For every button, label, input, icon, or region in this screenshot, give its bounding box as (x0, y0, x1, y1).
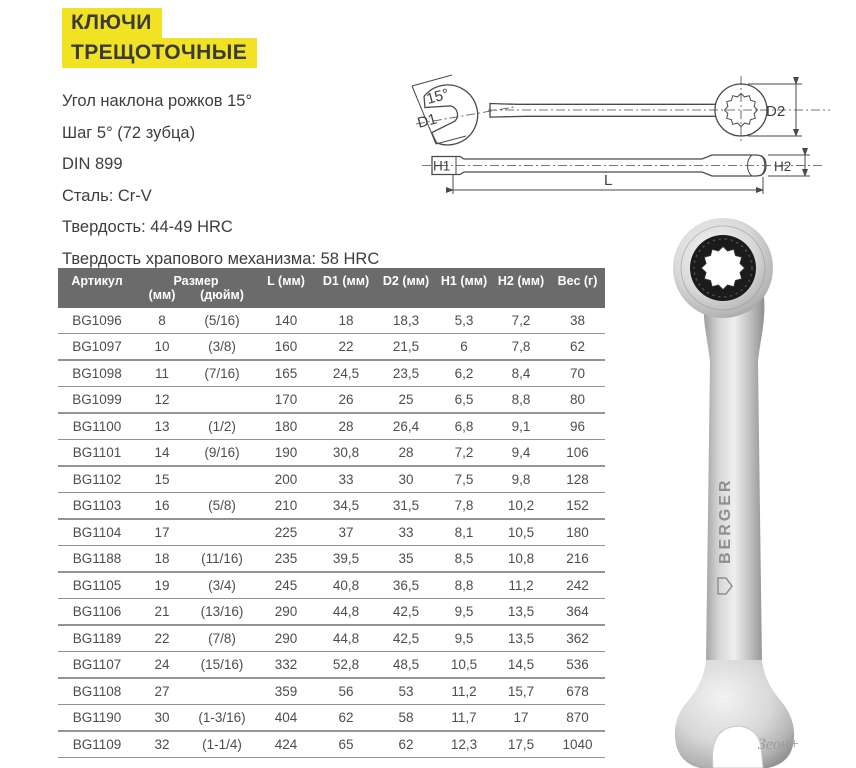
table-cell: 30 (136, 705, 188, 732)
table-cell: 18 (316, 308, 376, 334)
table-cell: 210 (256, 493, 316, 520)
table-cell: 18,3 (376, 308, 436, 334)
table-cell: 37 (316, 519, 376, 546)
table-cell: 30,8 (316, 440, 376, 467)
table-cell: 21 (136, 599, 188, 626)
col-header-h2: H2 (мм) (492, 268, 550, 308)
table-cell: 165 (256, 360, 316, 387)
d2-label: D2 (766, 103, 786, 120)
table-cell: BG1100 (58, 413, 136, 440)
table-cell: (13/16) (188, 599, 256, 626)
table-cell: 9,4 (492, 440, 550, 467)
table-cell: 13 (136, 413, 188, 440)
spec-item-steel: Сталь: Cr-V (62, 186, 152, 205)
table-cell: (11/16) (188, 546, 256, 573)
table-cell: 216 (550, 546, 605, 573)
table-cell: BG1109 (58, 731, 136, 758)
table-cell: 44,8 (316, 599, 376, 626)
table-cell: 52,8 (316, 652, 376, 679)
table-row (58, 572, 605, 599)
table-cell: 35 (376, 546, 436, 573)
table-row (58, 678, 605, 705)
table-cell: BG1106 (58, 599, 136, 626)
table-cell: 19 (136, 572, 188, 599)
table-row (58, 493, 605, 520)
table-cell (188, 519, 256, 546)
table-cell: 7,8 (492, 334, 550, 361)
table-cell: 6 (436, 334, 492, 361)
table-cell: (15/16) (188, 652, 256, 679)
table-cell: 13,5 (492, 625, 550, 652)
table-cell: 22 (136, 625, 188, 652)
table-cell: 8,4 (492, 360, 550, 387)
table-cell: 7,5 (436, 466, 492, 493)
col-header-size-inch: (дюйм) (188, 288, 256, 308)
table-cell: 28 (376, 440, 436, 467)
table-cell: BG1103 (58, 493, 136, 520)
table-cell: 23,5 (376, 360, 436, 387)
table-cell: 33 (316, 466, 376, 493)
table-cell: 1040 (550, 731, 605, 758)
col-header-d1: D1 (мм) (316, 268, 376, 308)
watermark: Зеон+ (758, 736, 800, 753)
spec-item-ratchet-hardness: Твердость храпового механизма: 58 HRC (62, 249, 380, 268)
table-cell: 44,8 (316, 625, 376, 652)
table-cell: BG1190 (58, 705, 136, 732)
table-cell: 6,8 (436, 413, 492, 440)
table-cell: 56 (316, 678, 376, 705)
table-cell: (3/8) (188, 334, 256, 361)
spec-table (58, 268, 605, 758)
brand-text: BERGER (717, 477, 734, 564)
table-cell: 21,5 (376, 334, 436, 361)
table-cell: 7,2 (492, 308, 550, 334)
title-line-2: ТРЕЩОТОЧНЫЕ (62, 38, 257, 68)
table-cell: 245 (256, 572, 316, 599)
table-cell: 128 (550, 466, 605, 493)
table-cell: 12,3 (436, 731, 492, 758)
table-cell: 15 (136, 466, 188, 493)
col-header-size-mm: (мм) (136, 288, 188, 308)
table-cell: 8,8 (436, 572, 492, 599)
length-label: L (604, 172, 613, 189)
wrench-shank (704, 296, 765, 662)
table-cell: 9,5 (436, 625, 492, 652)
table-cell: 31,5 (376, 493, 436, 520)
table-cell: 180 (550, 519, 605, 546)
table-cell: 65 (316, 731, 376, 758)
table-cell: BG1097 (58, 334, 136, 361)
table-cell: 26 (316, 387, 376, 414)
table-cell: 53 (376, 678, 436, 705)
table-cell: 10,8 (492, 546, 550, 573)
table-cell: 58 (376, 705, 436, 732)
table-cell: 96 (550, 413, 605, 440)
table-cell: 27 (136, 678, 188, 705)
table-cell: 404 (256, 705, 316, 732)
table-cell: 152 (550, 493, 605, 520)
table-row (58, 519, 605, 546)
table-cell: (7/16) (188, 360, 256, 387)
table-cell: 8,1 (436, 519, 492, 546)
table-cell: 25 (376, 387, 436, 414)
table-cell: 8 (136, 308, 188, 334)
table-row (58, 705, 605, 732)
technical-drawing (402, 70, 854, 205)
table-cell: 62 (550, 334, 605, 361)
table-cell: BG1188 (58, 546, 136, 573)
table-cell: BG1107 (58, 652, 136, 679)
table-cell: 17 (492, 705, 550, 732)
table-cell: 290 (256, 599, 316, 626)
table-cell: 290 (256, 625, 316, 652)
table-cell: 332 (256, 652, 316, 679)
table-cell: 170 (256, 387, 316, 414)
table-cell: 9,5 (436, 599, 492, 626)
table-cell: 11,2 (436, 678, 492, 705)
table-cell: 38 (550, 308, 605, 334)
col-header-size: Размер (136, 268, 256, 288)
table-cell: 42,5 (376, 625, 436, 652)
table-cell: 30 (376, 466, 436, 493)
col-header-l: L (мм) (256, 268, 316, 308)
table-cell: 17 (136, 519, 188, 546)
table-cell: 180 (256, 413, 316, 440)
table-cell: (1-1/4) (188, 731, 256, 758)
table-cell: 362 (550, 625, 605, 652)
table-cell: 870 (550, 705, 605, 732)
table-cell: 15,7 (492, 678, 550, 705)
table-cell: 39,5 (316, 546, 376, 573)
h1-label: H1 (433, 158, 451, 174)
angle-label: 15° (424, 85, 451, 108)
table-row (58, 466, 605, 493)
table-cell: BG1096 (58, 308, 136, 334)
table-cell: 17,5 (492, 731, 550, 758)
table-cell: 36,5 (376, 572, 436, 599)
col-header-h1: H1 (мм) (436, 268, 492, 308)
table-cell: 40,8 (316, 572, 376, 599)
table-row (58, 360, 605, 387)
table-cell: BG1105 (58, 572, 136, 599)
table-row (58, 652, 605, 679)
table-row (58, 625, 605, 652)
table-cell: 10 (136, 334, 188, 361)
table-cell: 160 (256, 334, 316, 361)
title-line-1: КЛЮЧИ (62, 8, 162, 38)
table-cell: BG1099 (58, 387, 136, 414)
table-cell: BG1098 (58, 360, 136, 387)
table-cell: (9/16) (188, 440, 256, 467)
table-cell: 42,5 (376, 599, 436, 626)
table-row (58, 387, 605, 414)
table-cell: BG1101 (58, 440, 136, 467)
table-cell: 10,5 (436, 652, 492, 679)
table-cell: 242 (550, 572, 605, 599)
table-cell: BG1102 (58, 466, 136, 493)
table-cell: 7,8 (436, 493, 492, 520)
table-cell: 11 (136, 360, 188, 387)
table-cell: (7/8) (188, 625, 256, 652)
table-cell: 18 (136, 546, 188, 573)
table-cell: (5/8) (188, 493, 256, 520)
table-cell: 7,2 (436, 440, 492, 467)
table-cell: BG1189 (58, 625, 136, 652)
table-cell: 359 (256, 678, 316, 705)
table-cell: 33 (376, 519, 436, 546)
table-cell: 24 (136, 652, 188, 679)
table-cell: 14 (136, 440, 188, 467)
table-cell: 424 (256, 731, 316, 758)
table-cell: 70 (550, 360, 605, 387)
table-cell: 10,2 (492, 493, 550, 520)
spec-item-hardness: Твердость: 44-49 HRC (62, 218, 233, 236)
spec-item-step: Шаг 5° (72 зубца) (62, 123, 196, 142)
table-cell: 22 (316, 334, 376, 361)
table-cell: 14,5 (492, 652, 550, 679)
table-row (58, 413, 605, 440)
table-cell: 12 (136, 387, 188, 414)
table-cell: 140 (256, 308, 316, 334)
table-cell: 106 (550, 440, 605, 467)
table-cell: 9,1 (492, 413, 550, 440)
table-cell: 11,7 (436, 705, 492, 732)
table-row (58, 546, 605, 573)
table-cell: 16 (136, 493, 188, 520)
table-cell: (5/16) (188, 308, 256, 334)
spec-item-din: DIN 899 (62, 155, 123, 173)
table-cell: 200 (256, 466, 316, 493)
table-cell: 28 (316, 413, 376, 440)
table-cell: 80 (550, 387, 605, 414)
table-cell: 13,5 (492, 599, 550, 626)
table-cell: 364 (550, 599, 605, 626)
table-cell: 6,5 (436, 387, 492, 414)
table-cell: 8,8 (492, 387, 550, 414)
table-cell: 11,2 (492, 572, 550, 599)
table-cell: 48,5 (376, 652, 436, 679)
table-cell: (1-3/16) (188, 705, 256, 732)
table-row (58, 599, 605, 626)
table-cell: 190 (256, 440, 316, 467)
col-header-article: Артикул (58, 268, 136, 308)
product-photo (616, 212, 856, 768)
spec-list (62, 86, 379, 275)
table-cell: 678 (550, 678, 605, 705)
table-row (58, 440, 605, 467)
table-cell: 24,5 (316, 360, 376, 387)
table-cell (188, 678, 256, 705)
table-cell: 10,5 (492, 519, 550, 546)
d1-label: D1 (415, 110, 439, 132)
table-cell: 6,2 (436, 360, 492, 387)
table-cell (188, 387, 256, 414)
table-cell: BG1104 (58, 519, 136, 546)
table-cell: (1/2) (188, 413, 256, 440)
table-row (58, 731, 605, 758)
h2-label: H2 (774, 159, 792, 174)
table-cell: 62 (316, 705, 376, 732)
table-cell: 5,3 (436, 308, 492, 334)
col-header-d2: D2 (мм) (376, 268, 436, 308)
table-cell: 9,8 (492, 466, 550, 493)
table-row (58, 308, 605, 334)
table-row (58, 334, 605, 361)
table-cell: BG1108 (58, 678, 136, 705)
table-cell: 235 (256, 546, 316, 573)
table-cell: 225 (256, 519, 316, 546)
table-cell: 536 (550, 652, 605, 679)
table-cell: (3/4) (188, 572, 256, 599)
table-cell: 62 (376, 731, 436, 758)
col-header-weight: Вес (г) (550, 268, 605, 308)
table-cell: 34,5 (316, 493, 376, 520)
spec-table-body (58, 308, 605, 758)
table-cell: 26,4 (376, 413, 436, 440)
spec-item-angle: Угол наклона рожков 15° (62, 92, 253, 110)
page-title (62, 8, 257, 68)
table-cell (188, 466, 256, 493)
table-cell: 32 (136, 731, 188, 758)
table-cell: 8,5 (436, 546, 492, 573)
